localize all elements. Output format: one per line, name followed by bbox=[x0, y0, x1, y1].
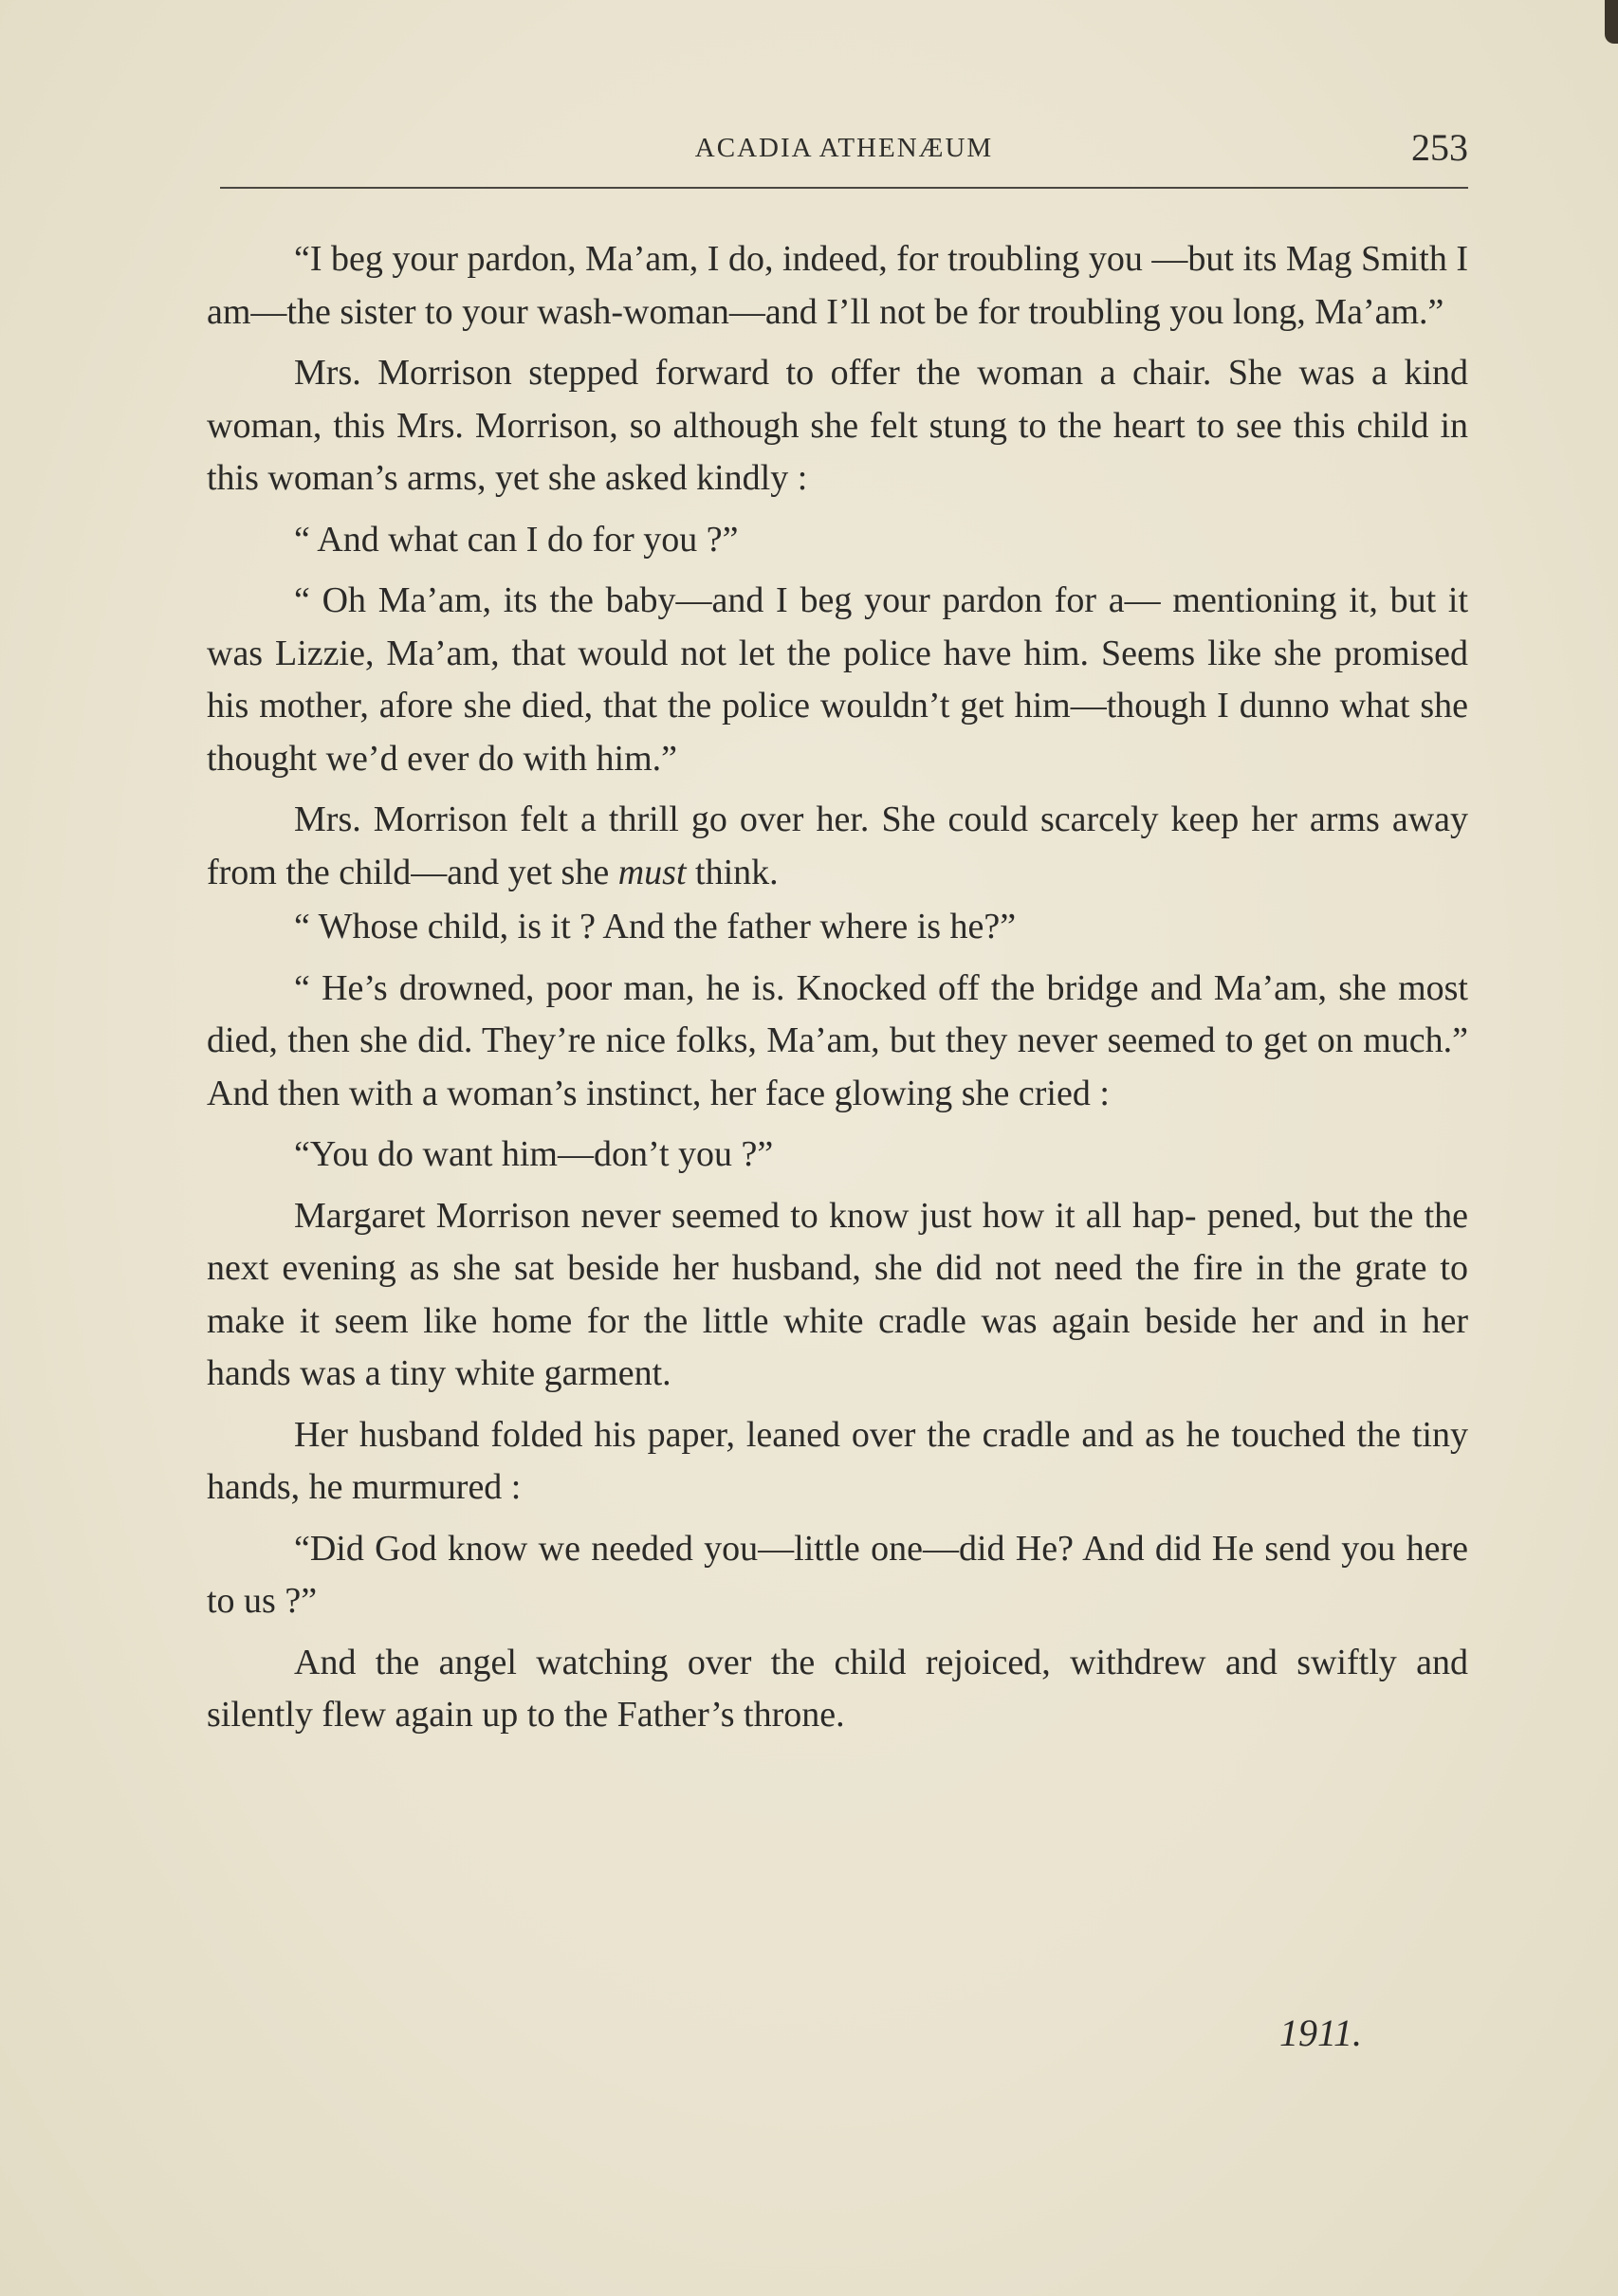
paragraph-5-before: Mrs. Morrison felt a thrill go over her. She could scarcely keep her arms away from the child—and yet she bbox=[207, 799, 1468, 892]
paragraph-5 bbox=[207, 794, 1468, 899]
paragraph-6: “ Whose child, is it ? And the father where is he?” bbox=[294, 907, 1017, 946]
header-rule bbox=[220, 187, 1468, 189]
paragraph-9: Margaret Morrison never seemed to know just how it all hap- pened, but the the next evening as she sat beside her husband, she did not need the fire in the grate to make it seem like home for the little white cradle was again beside her and in her hands was a tiny white garment. bbox=[207, 1195, 1468, 1393]
paragraph-2: Mrs. Morrison stepped forward to offer the woman a chair. She was a kind woman, this Mrs. Morrison, so although she felt stung to the heart to see this child in this woman’s arms, yet she asked kindly : bbox=[207, 353, 1468, 498]
paragraph-4: “ Oh Ma’am, its the baby—and I beg your pardon for a— mentioning it, but it was Lizzie, Ma’am, that would not let the police have him. Seems like she promised his mother, afore she died, that the police wouldn’t get him—though I dunno what she thought we’d ever do with him.” bbox=[207, 580, 1468, 779]
running-header bbox=[220, 121, 1468, 188]
year-signature: 1911. bbox=[1278, 2011, 1362, 2054]
paragraph-5-after: think. bbox=[686, 852, 779, 892]
journal-title: ACADIA ATHENÆUM bbox=[694, 133, 994, 163]
paragraph-3: “ And what can I do for you ?” bbox=[294, 519, 739, 560]
paragraph-7: “ He’s drowned, poor man, he is. Knocked off the bridge and Ma’am, she most died, then she did. They’re nice folks, Ma’am, but they never seemed to get on much.” And then with a woman’s instinct, her face glowing she cried : bbox=[207, 967, 1468, 1113]
paragraph-10: Her husband folded his paper, leaned over the cradle and as he touched the tiny hands, he murmured : bbox=[207, 1414, 1468, 1507]
emphasized-word: must bbox=[617, 852, 687, 892]
page-number: 253 bbox=[1411, 126, 1468, 169]
page-edge-mark bbox=[1605, 0, 1618, 44]
body-text bbox=[207, 233, 1468, 1751]
paragraph-11: “Did God know we needed you—little one—did He? And did He send you here to us ?” bbox=[207, 1528, 1468, 1621]
paragraph-8: “You do want him—don’t you ?” bbox=[294, 1134, 774, 1174]
paragraph-12: And the angel watching over the child rejoiced, withdrew and swiftly and silently flew again up to the Father’s throne. bbox=[207, 1642, 1468, 1735]
paragraph-1: “I beg your pardon, Ma’am, I do, indeed, for troubling you —but its Mag Smith I am—the sister to your wash-woman—and I’ll not be for troubling you long, Ma’am.” bbox=[207, 239, 1468, 332]
